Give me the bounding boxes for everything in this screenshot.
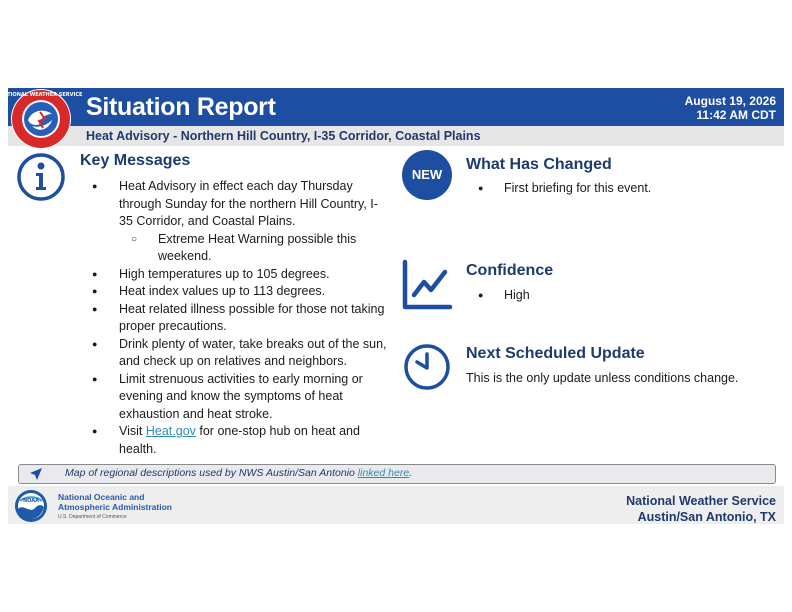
next-update-text: This is the only update unless conditions change. [466, 371, 739, 385]
page-title: Situation Report [86, 93, 276, 121]
trend-chart-icon [402, 260, 452, 310]
confidence-title: Confidence [466, 262, 554, 279]
list-item: ● High [466, 287, 530, 304]
confidence-list [466, 287, 530, 304]
nws-office [626, 493, 776, 525]
map-regions-link[interactable]: linked here [357, 467, 410, 479]
noaa-line2: Atmospheric Administration [58, 502, 172, 512]
map-description [65, 467, 412, 479]
noaa-name [58, 492, 172, 522]
noaa-dept: U.S. Department of Commerce [58, 514, 127, 520]
list-item: ● High temperatures up to 105 degrees. [88, 266, 388, 284]
noaa-line1: National Oceanic and [58, 492, 145, 502]
map-text: Map of regional descriptions used by NWS Austin/San Antonio [65, 467, 358, 479]
situation-report-slide [0, 88, 784, 524]
visit-suffix: for one-stop hub on heat and health. [119, 424, 360, 456]
what-changed-list [466, 180, 651, 197]
nws-logo-icon [0, 88, 83, 150]
visit-prefix: Visit [119, 424, 146, 438]
list-item: ● Heat index values up to 113 degrees. [88, 283, 388, 301]
map-suffix: . [409, 467, 413, 479]
list-item: ○ Extreme Heat Warning possible this weekend. [119, 231, 388, 266]
report-time: 11:42 AM CDT [696, 108, 776, 122]
map-link-bar [18, 464, 776, 484]
subtitle-bar [8, 126, 784, 146]
noaa-logo-text: NOAA [22, 498, 40, 504]
footer [8, 486, 784, 524]
nws-line1: National Weather Service [626, 494, 776, 508]
next-update-title: Next Scheduled Update [466, 345, 645, 362]
navigation-arrow-icon [29, 467, 43, 481]
page-subtitle: Heat Advisory - Northern Hill Country, I-35 Corridor, Coastal Plains [86, 129, 481, 143]
list-item: ● Limit strenuous activities to early morning or evening and know the symptoms of heat exhaustion and heat stroke. [88, 371, 388, 424]
list-item [88, 178, 388, 266]
list-item [88, 423, 388, 458]
key-messages-title: Key Messages [80, 152, 191, 169]
what-changed-title: What Has Changed [466, 156, 612, 173]
list-item: ● First briefing for this event. [466, 180, 651, 197]
report-datetime [685, 94, 776, 122]
heat-gov-link[interactable]: Heat.gov [145, 424, 196, 438]
nws-line2: Austin/San Antonio, TX [637, 510, 776, 524]
clock-icon [402, 342, 452, 392]
key-messages-list [88, 178, 388, 458]
list-item: ● Drink plenty of water, take breaks out of the sun, and check up on relatives and neighbors. [88, 336, 388, 371]
report-date: August 19, 2026 [684, 94, 776, 108]
nws-logo-text: NATIONAL WEATHER SERVICE [0, 92, 83, 98]
new-badge-icon: NEW [402, 150, 452, 200]
info-icon [16, 152, 66, 202]
key-messages-sublist [119, 231, 388, 266]
list-item: ● Heat related illness possible for those not taking proper precautions. [88, 301, 388, 336]
noaa-logo-icon [14, 489, 48, 523]
key-message-text: Heat Advisory in effect each day Thursday through Sunday for the northern Hill Country, I-35 Corridor, and Coastal Plains. [119, 179, 378, 228]
header-bar [8, 88, 784, 126]
